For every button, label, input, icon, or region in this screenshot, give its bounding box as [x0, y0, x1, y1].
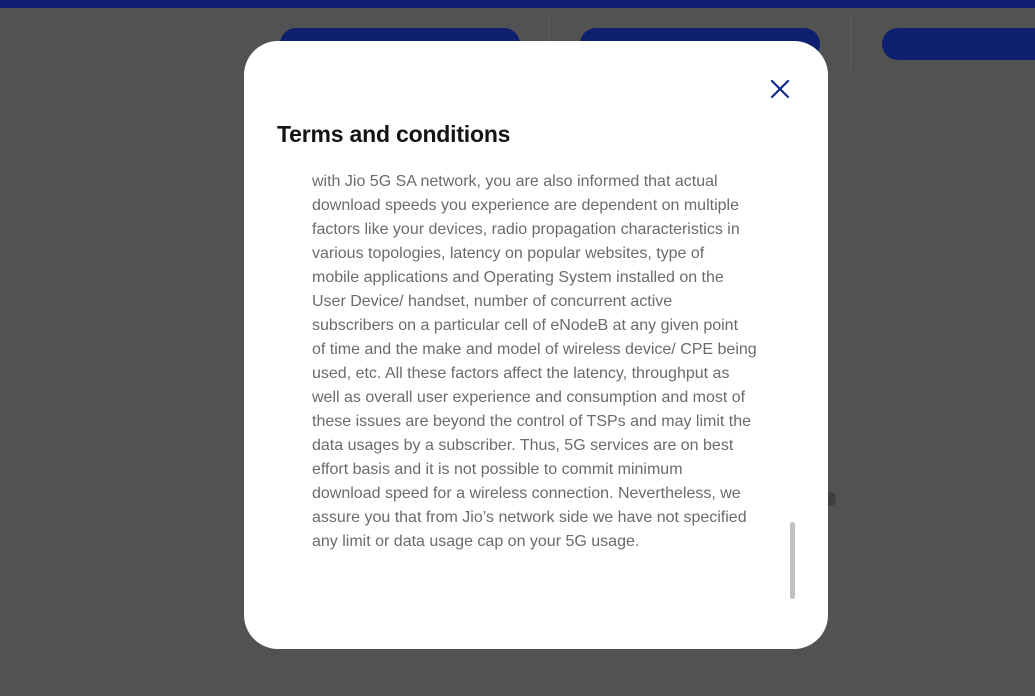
terms-line: data usages by a subscriber. Thus, 5G services are on best	[312, 437, 734, 454]
terms-line: various topologies, latency on popular websites, type of	[312, 245, 705, 262]
terms-line: mobile applications and Operating System installed on the	[312, 269, 724, 286]
close-icon	[768, 77, 792, 101]
close-button[interactable]	[768, 77, 792, 101]
terms-line: these issues are beyond the control of TSPs and may limit the	[312, 413, 752, 430]
terms-line: assure you that from Jio’s network side we have not specified	[312, 509, 747, 526]
terms-line: effort basis and it is not possible to commit minimum	[312, 461, 683, 478]
terms-line: User Device/ handset, number of concurrent active	[312, 293, 673, 310]
terms-line: of time and the make and model of wireless device/ CPE being	[312, 341, 757, 358]
terms-line: any limit or data usage cap on your 5G usage.	[312, 533, 640, 550]
terms-line: well as overall user experience and consumption and most of	[312, 389, 746, 406]
background-divider	[850, 15, 851, 70]
terms-line: with Jio 5G SA network, you are also informed that actual	[312, 173, 718, 190]
top-navigation-bar	[0, 0, 1035, 8]
terms-modal	[244, 41, 828, 649]
terms-line: used, etc. All these factors affect the latency, throughput as	[312, 365, 730, 382]
terms-line: download speeds you experience are dependent on multiple	[312, 197, 739, 214]
terms-text	[312, 170, 757, 554]
terms-line: factors like your devices, radio propagation characteristics in	[312, 221, 740, 238]
terms-line: download speed for a wireless connection. Nevertheless, we	[312, 485, 741, 502]
terms-text-partial-line	[312, 161, 774, 164]
terms-line: subscribers on a particular cell of eNodeB at any given point	[312, 317, 739, 334]
scrollbar-thumb[interactable]	[790, 522, 795, 599]
modal-title: Terms and conditions	[277, 121, 511, 147]
background-button-3	[882, 28, 1035, 60]
terms-scroll-area[interactable]	[312, 161, 782, 601]
